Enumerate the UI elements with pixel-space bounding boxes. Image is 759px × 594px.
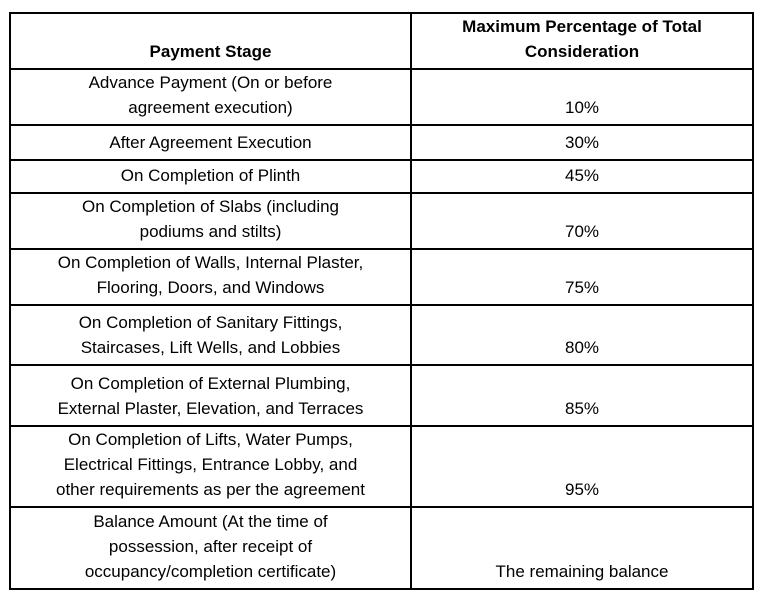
stage-line: occupancy/completion certificate) bbox=[84, 562, 337, 581]
cell-payment-stage bbox=[10, 365, 411, 426]
cell-payment-stage bbox=[10, 69, 411, 125]
percentage-value: 95% bbox=[564, 480, 600, 499]
cell-payment-stage bbox=[10, 160, 411, 193]
cell-payment-stage bbox=[10, 426, 411, 507]
percentage-value: 80% bbox=[564, 338, 600, 357]
stage-line: podiums and stilts) bbox=[139, 222, 282, 241]
cell-percentage bbox=[411, 305, 753, 365]
cell-percentage bbox=[411, 426, 753, 507]
cell-payment-stage bbox=[10, 249, 411, 305]
cell-payment-stage bbox=[10, 305, 411, 365]
percentage-value: 45% bbox=[564, 166, 600, 185]
percentage-value: The remaining balance bbox=[495, 562, 669, 581]
percentage-value: 10% bbox=[564, 98, 600, 117]
stage-line: Electrical Fittings, Entrance Lobby, and bbox=[63, 455, 358, 474]
table-row bbox=[10, 507, 753, 589]
cell-percentage bbox=[411, 193, 753, 249]
table-row bbox=[10, 69, 753, 125]
header-row bbox=[10, 13, 753, 69]
stage-line: On Completion of Plinth bbox=[120, 166, 301, 185]
stage-line: possession, after receipt of bbox=[108, 537, 313, 556]
stage-line: On Completion of Lifts, Water Pumps, bbox=[68, 430, 353, 449]
table-row bbox=[10, 125, 753, 160]
column-header-payment-stage bbox=[10, 13, 411, 69]
percentage-value: 70% bbox=[564, 222, 600, 241]
table-row bbox=[10, 365, 753, 426]
table-row bbox=[10, 160, 753, 193]
stage-line: Staircases, Lift Wells, and Lobbies bbox=[80, 338, 341, 357]
stage-line: On Completion of External Plumbing, bbox=[70, 374, 351, 393]
stage-line: Advance Payment (On or before bbox=[88, 73, 333, 92]
stage-line: other requirements as per the agreement bbox=[55, 480, 365, 499]
percentage-value: 30% bbox=[564, 133, 600, 152]
percentage-value: 85% bbox=[564, 399, 600, 418]
table-row bbox=[10, 426, 753, 507]
cell-percentage bbox=[411, 160, 753, 193]
column-header-maximum-percentage bbox=[411, 13, 753, 69]
cell-percentage bbox=[411, 365, 753, 426]
stage-line: Flooring, Doors, and Windows bbox=[96, 278, 325, 297]
table-row bbox=[10, 193, 753, 249]
stage-line: Balance Amount (At the time of bbox=[93, 512, 328, 531]
column-header-maximum-percentage-line1: Maximum Percentage of Total bbox=[462, 17, 702, 36]
cell-payment-stage bbox=[10, 193, 411, 249]
percentage-value: 75% bbox=[564, 278, 600, 297]
cell-percentage bbox=[411, 125, 753, 160]
cell-payment-stage bbox=[10, 507, 411, 589]
cell-payment-stage bbox=[10, 125, 411, 160]
stage-line: External Plaster, Elevation, and Terraces bbox=[57, 399, 364, 418]
column-header-payment-stage-text: Payment Stage bbox=[149, 42, 272, 61]
stage-line: On Completion of Walls, Internal Plaster, bbox=[57, 253, 364, 272]
cell-percentage bbox=[411, 249, 753, 305]
table-row bbox=[10, 305, 753, 365]
table-body bbox=[10, 69, 753, 589]
stage-line: After Agreement Execution bbox=[109, 133, 312, 152]
column-header-maximum-percentage-line2: Consideration bbox=[524, 42, 640, 61]
table-header bbox=[10, 13, 753, 69]
cell-percentage bbox=[411, 69, 753, 125]
stage-line: agreement execution) bbox=[128, 98, 293, 117]
stage-line: On Completion of Sanitary Fittings, bbox=[78, 313, 343, 332]
table-row bbox=[10, 249, 753, 305]
payment-schedule-table bbox=[9, 12, 754, 590]
stage-line: On Completion of Slabs (including bbox=[81, 197, 340, 216]
cell-percentage bbox=[411, 507, 753, 589]
